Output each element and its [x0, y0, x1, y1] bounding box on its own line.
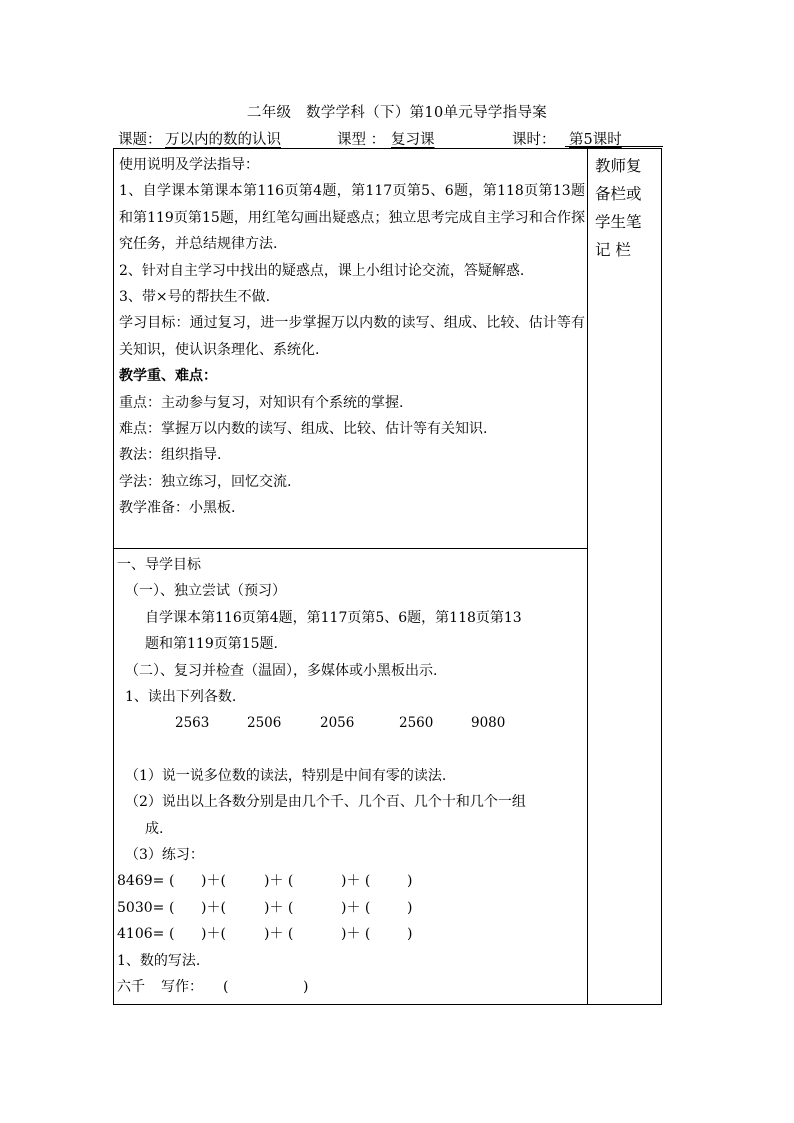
learning-goal: 学习目标：通过复习，进一步掌握万以内数的读写、组成、比较、估计等有关知识，使认识条理化、系统化. [119, 315, 585, 358]
sub-question-2-cont: 成. [145, 820, 164, 837]
exercise-number: 5030= [117, 899, 165, 916]
notes-line: 备栏或 [595, 185, 642, 203]
sub-question-1: （1）说一说多位数的读法，特别是中间有零的读法. [125, 767, 447, 784]
exercise-blank: )＋ ( [341, 873, 371, 890]
notes-column [595, 152, 657, 264]
topic-value: 万以内的数的认识 [165, 132, 281, 148]
instructions-cell [119, 152, 585, 522]
table-border-left [113, 148, 114, 1005]
difficult-point: 难点：掌握万以内数的读写、组成、比较、估计等有关知识. [119, 421, 488, 438]
table-border-bottom [113, 1004, 662, 1005]
exercise-blank: )＋ ( [264, 873, 294, 890]
teaching-method: 教法：组织指导. [119, 447, 222, 464]
guide-part-2: （二）、复习并检查（温固），多媒体或小黑板出示. [125, 662, 438, 679]
notes-line: 教师复 [595, 157, 642, 175]
exercise-blank: ( [169, 926, 175, 943]
number-item: 9080 [471, 715, 506, 732]
page-title: 二年级 数学学科（下）第10单元导学指导案 [246, 105, 548, 121]
period-underline [565, 146, 663, 147]
key-points-heading: 教学重、难点： [119, 368, 217, 385]
table-row-divider [113, 548, 588, 549]
write-word: 六千 [117, 979, 145, 996]
guide-part-1-text: 自学课本第116页第4题，第117页第5、6题，第118页第13 [145, 609, 522, 626]
notes-line: 记 栏 [595, 241, 631, 259]
period-value: 第5课时 [569, 132, 622, 148]
exercise-row [117, 895, 585, 921]
exercise-blank: ) [407, 873, 413, 890]
instruction-item-2: 2、针对自主学习中找出的疑惑点，课上小组讨论交流，答疑解惑. [119, 262, 525, 279]
instruction-item-3: 3、带×号的帮扶生不做. [119, 289, 271, 306]
exercise-number: 4106= [117, 926, 165, 943]
table-border-top [113, 148, 662, 149]
number-item: 2056 [320, 715, 355, 732]
learning-method: 学法：独立练习，回忆交流. [119, 473, 292, 490]
write-blank: ) [303, 979, 309, 996]
type-label: 课型 ： [337, 132, 386, 148]
write-row [117, 974, 585, 1000]
exercise-blank: )＋ ( [264, 899, 294, 916]
write-label: 写作： [161, 979, 203, 996]
period-label: 课时： [512, 132, 556, 148]
number-item: 2506 [247, 715, 282, 732]
instructions-heading: 使用说明及学法指导： [119, 157, 259, 173]
table-column-divider [587, 148, 588, 1005]
type-value: 复习课 [391, 132, 435, 148]
exercise-blank: ) [407, 926, 413, 943]
sub-question-3: （3）练习： [125, 847, 204, 864]
number-list [117, 710, 585, 736]
guide-cell [117, 552, 585, 1000]
topic-label: 课题： [118, 132, 162, 148]
lesson-meta [118, 128, 663, 148]
exercise-blank: )＋( [201, 899, 226, 916]
exercise-blank: ( [169, 873, 175, 890]
guide-part-1-text: 题和第119页第15题. [145, 636, 278, 653]
guide-section-heading: 一、导学目标 [117, 557, 201, 573]
table-border-right [661, 148, 662, 1005]
exercise-blank: )＋ ( [264, 926, 294, 943]
exercise-blank: )＋ ( [341, 926, 371, 943]
instruction-item-1: 1、自学课本第课本第116页第4题，第117页第5、6题，第118页第13题和第119页第15题，用红笔勾画出疑惑点；独立思考完成自主学习和合作探究任务，并总结规律方法. [119, 183, 585, 253]
notes-line: 学生笔 [595, 213, 642, 231]
exercise-blank: ( [169, 899, 175, 916]
exercise-blank: )＋ ( [341, 899, 371, 916]
exercise-row [117, 868, 585, 894]
number-item: 2560 [399, 715, 434, 732]
key-point: 重点：主动参与复习，对知识有个系统的掌握. [119, 394, 404, 411]
exercise-blank: ) [407, 899, 413, 916]
exercise-blank: )＋( [201, 926, 226, 943]
exercise-row [117, 921, 585, 947]
question-write-numbers: 1、数的写法. [117, 952, 201, 969]
teaching-preparation: 教学准备：小黑板. [119, 500, 236, 517]
number-item: 2563 [175, 715, 210, 732]
exercise-number: 8469= [117, 873, 165, 890]
write-blank: ( [223, 979, 229, 996]
exercise-blank: )＋( [201, 873, 226, 890]
sub-question-2: （2）说出以上各数分别是由几个千、几个百、几个十和几个一组 [125, 794, 526, 811]
guide-part-1: （一）、独立尝试（预习） [125, 583, 286, 600]
question-read-numbers: 1、读出下列各数. [125, 689, 237, 706]
